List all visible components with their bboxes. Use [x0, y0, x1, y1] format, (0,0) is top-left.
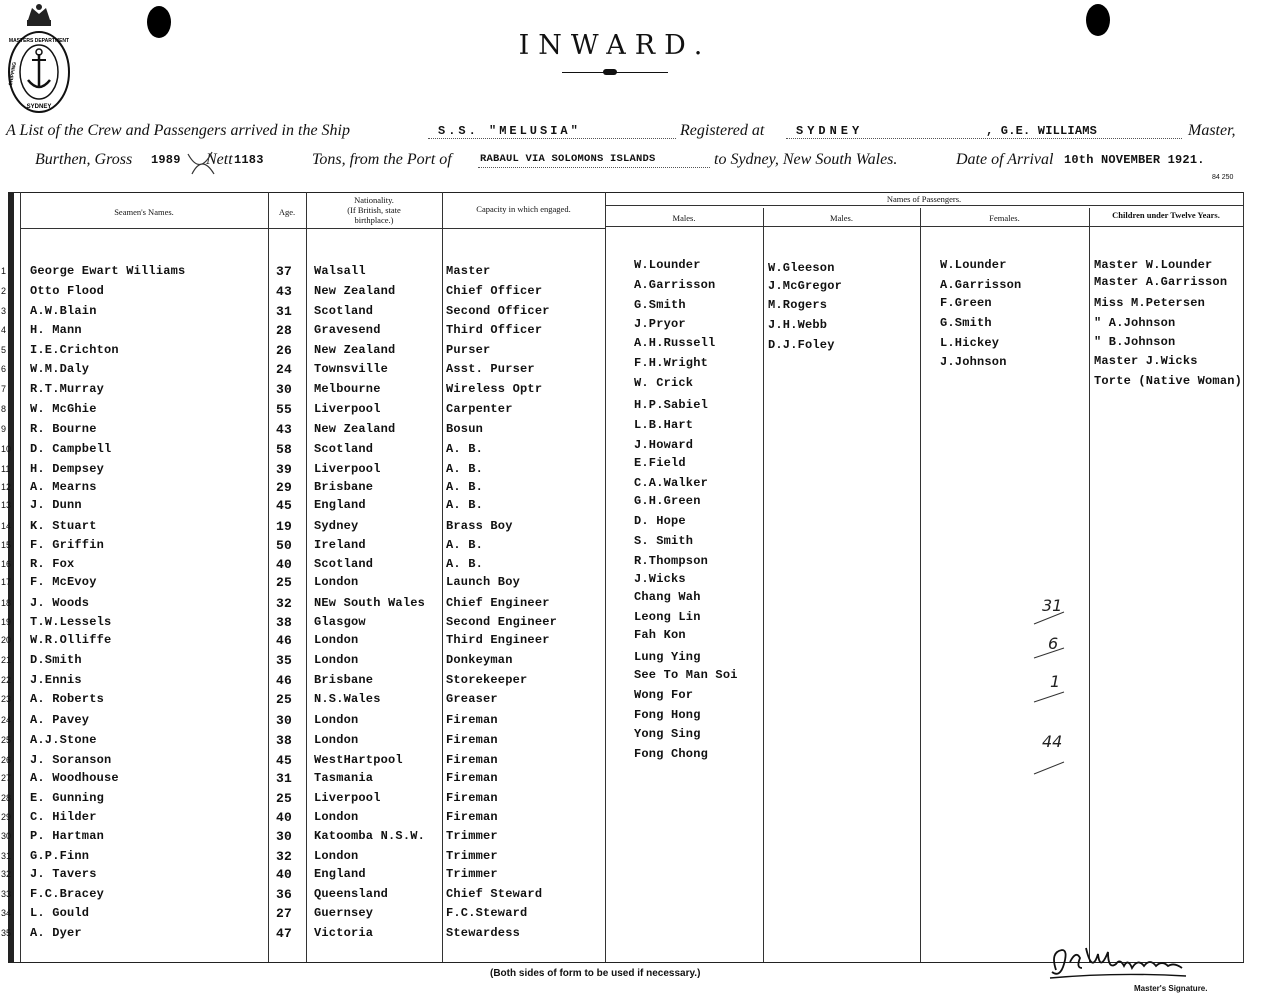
crew-capacity: Third Engineer	[446, 633, 550, 647]
crew-nationality: WestHartpool	[314, 753, 403, 767]
crew-age: 58	[276, 442, 293, 457]
passenger-name: Fah Kon	[634, 628, 686, 642]
passenger-name: J.Wicks	[634, 572, 686, 586]
crew-age: 40	[276, 810, 293, 825]
passenger-name: L.B.Hart	[634, 418, 694, 432]
col-rule-name	[268, 192, 269, 962]
crew-age: 43	[276, 422, 293, 437]
crew-nationality: London	[314, 633, 359, 647]
col-rule-right	[1243, 192, 1244, 962]
crew-nationality: Walsall	[314, 264, 366, 278]
crew-age: 45	[276, 753, 293, 768]
crew-nationality: Brisbane	[314, 480, 374, 494]
crew-capacity: Second Engineer	[446, 615, 558, 629]
crew-nationality: Gravesend	[314, 323, 381, 337]
crew-capacity: Chief Officer	[446, 284, 543, 298]
passenger-name: E.Field	[634, 456, 686, 470]
crew-age: 31	[276, 304, 293, 319]
title-ornament-icon	[603, 69, 617, 75]
master-name: , G.E. WILLIAMS	[986, 124, 1098, 138]
passenger-name: C.A.Walker	[634, 476, 709, 490]
passenger-name: See To Man Soi	[634, 668, 738, 682]
crew-name: Otto Flood	[30, 284, 105, 298]
crew-name: E. Gunning	[30, 791, 105, 805]
ship-name: S.S. "MELUSIA"	[438, 124, 581, 138]
crew-nationality: England	[314, 498, 366, 512]
crew-age: 40	[276, 557, 293, 572]
handwritten-strike-icon	[186, 150, 216, 178]
seal-top-text: MASTERS DEPARTMENT	[8, 38, 70, 44]
crew-capacity: A. B.	[446, 538, 484, 552]
col-rule-margin	[20, 192, 21, 962]
crew-nationality: London	[314, 653, 359, 667]
crew-capacity: Launch Boy	[446, 575, 521, 589]
header-males-2: Males.	[830, 213, 853, 223]
crew-row-number: 35	[1, 928, 12, 938]
crew-capacity: F.C.Steward	[446, 906, 528, 920]
crew-row-number: 23	[1, 694, 12, 704]
crew-nationality: New Zealand	[314, 422, 396, 436]
passenger-name: W.Gleeson	[768, 261, 835, 275]
crew-row-number: 21	[1, 655, 12, 665]
crew-name: D. Campbell	[30, 442, 112, 456]
crew-age: 27	[276, 906, 293, 921]
crew-name: A. Woodhouse	[30, 771, 119, 785]
passenger-name: " A.Johnson	[1094, 316, 1176, 330]
col-rule-nationality	[442, 192, 443, 962]
crew-age: 29	[276, 480, 293, 495]
crew-row-number: 6	[1, 364, 7, 374]
crew-capacity: Third Officer	[446, 323, 543, 337]
crew-name: C. Hilder	[30, 810, 97, 824]
crew-age: 25	[276, 575, 293, 590]
crew-capacity: Carpenter	[446, 402, 513, 416]
crew-capacity: Asst. Purser	[446, 362, 535, 376]
tons-label: Tons, from the Port of	[312, 151, 452, 168]
crew-name: H. Dempsey	[30, 462, 105, 476]
crew-row-number: 24	[1, 715, 12, 725]
crew-age: 30	[276, 713, 293, 728]
document-title: INWARD.	[518, 30, 712, 61]
crew-row-number: 1	[1, 266, 7, 276]
crew-row-number: 28	[1, 793, 12, 803]
passenger-name: " B.Johnson	[1094, 335, 1176, 349]
crew-capacity: Fireman	[446, 753, 498, 767]
passenger-name: J.Johnson	[940, 355, 1007, 369]
crew-row-number: 18	[1, 598, 12, 608]
crew-nationality: New Zealand	[314, 284, 396, 298]
arrival-date: 10th NOVEMBER 1921.	[1064, 153, 1205, 167]
crew-nationality: Tasmania	[314, 771, 374, 785]
crew-nationality: Victoria	[314, 926, 374, 940]
passenger-name: D.J.Foley	[768, 338, 835, 352]
crew-name: A.J.Stone	[30, 733, 97, 747]
crew-row-number: 31	[1, 851, 12, 861]
crew-row-number: 17	[1, 577, 12, 587]
crew-age: 46	[276, 673, 293, 688]
crew-age: 50	[276, 538, 293, 553]
header-age: Age.	[278, 207, 296, 217]
crew-capacity: Second Officer	[446, 304, 550, 318]
crew-row-number: 34	[1, 908, 12, 918]
crew-age: 26	[276, 343, 293, 358]
crew-age: 43	[276, 284, 293, 299]
crew-row-number: 7	[1, 384, 7, 394]
header-passengers: Names of Passengers.	[886, 194, 962, 204]
master-signature	[1046, 944, 1196, 982]
crew-age: 39	[276, 462, 293, 477]
header-males-1: Males.	[672, 213, 696, 223]
crew-name: W.R.Olliffe	[30, 633, 112, 647]
crew-name: R. Fox	[30, 557, 75, 571]
crew-capacity: Brass Boy	[446, 519, 513, 533]
crew-capacity: Donkeyman	[446, 653, 513, 667]
crew-capacity: A. B.	[446, 480, 484, 494]
crew-name: D.Smith	[30, 653, 82, 667]
crew-capacity: Chief Steward	[446, 887, 543, 901]
crew-name: R. Bourne	[30, 422, 97, 436]
ship-dots	[428, 138, 676, 139]
passenger-name: H.P.Sabiel	[634, 398, 709, 412]
crew-row-number: 15	[1, 540, 12, 550]
passenger-name: W.Lounder	[634, 258, 701, 272]
crew-nationality: Scotland	[314, 557, 374, 571]
crew-row-number: 29	[1, 812, 12, 822]
registered-port: SYDNEY	[796, 124, 864, 138]
crew-age: 47	[276, 926, 293, 941]
crew-nationality: Liverpool	[314, 791, 381, 805]
crew-name: A. Pavey	[30, 713, 90, 727]
crew-name: J. Tavers	[30, 867, 97, 881]
crew-name: H. Mann	[30, 323, 82, 337]
crew-name: A.W.Blain	[30, 304, 97, 318]
crew-capacity: Chief Engineer	[446, 596, 550, 610]
crew-age: 25	[276, 692, 293, 707]
passenger-name: W. Crick	[634, 376, 694, 390]
crew-nationality: New Zealand	[314, 343, 396, 357]
crew-row-number: 14	[1, 521, 12, 531]
to-label: to Sydney, New South Wales.	[714, 151, 898, 168]
tally-value: 1	[1050, 672, 1061, 691]
col-rule-age	[306, 192, 307, 962]
crew-capacity: Trimmer	[446, 829, 498, 843]
crew-age: 32	[276, 596, 293, 611]
crew-row-number: 27	[1, 773, 12, 783]
crew-age: 30	[276, 382, 293, 397]
crew-row-number: 26	[1, 755, 12, 765]
header-nationality-line-1: Nationality.	[354, 195, 394, 205]
passenger-name: G.Smith	[940, 316, 992, 330]
crew-row-number: 13	[1, 500, 12, 510]
crew-nationality: Queensland	[314, 887, 389, 901]
crew-row-number: 10	[1, 444, 12, 454]
passenger-name: Fong Hong	[634, 708, 701, 722]
crew-row-number: 22	[1, 675, 12, 685]
col-rule-females	[1089, 208, 1090, 962]
passenger-name: Master W.Lounder	[1094, 258, 1213, 272]
crew-name: J.Ennis	[30, 673, 82, 687]
crew-age: 36	[276, 887, 293, 902]
crew-nationality: London	[314, 733, 359, 747]
crew-age: 38	[276, 615, 293, 630]
crew-name: A. Mearns	[30, 480, 97, 494]
passenger-name: Lung Ying	[634, 650, 701, 664]
crew-age: 37	[276, 264, 293, 279]
crew-capacity: A. B.	[446, 442, 484, 456]
from-port-dots	[478, 167, 710, 168]
nett-label: Nett	[206, 151, 233, 168]
col-rule-males-1	[763, 208, 764, 962]
passenger-name: J.Pryor	[634, 317, 686, 331]
list-label: A List of the Crew and Passengers arrived in the Ship	[6, 122, 350, 139]
crew-capacity: Fireman	[446, 733, 498, 747]
crew-name: A. Dyer	[30, 926, 82, 940]
passenger-name: D. Hope	[634, 514, 686, 528]
crew-nationality: London	[314, 810, 359, 824]
crew-nationality: Townsville	[314, 362, 389, 376]
burthen-label: Burthen, Gross	[35, 151, 133, 168]
crew-name: W.M.Daly	[30, 362, 90, 376]
passenger-name: F.Green	[940, 296, 992, 310]
crew-nationality: London	[314, 575, 359, 589]
crew-capacity: Trimmer	[446, 867, 498, 881]
passenger-name: Wong For	[634, 688, 694, 702]
crew-name: J. Soranson	[30, 753, 112, 767]
nett-tonnage: 1183	[234, 153, 264, 167]
seal-left-text: SHIPPING	[7, 61, 19, 87]
passenger-name: Master J.Wicks	[1094, 354, 1198, 368]
crew-nationality: England	[314, 867, 366, 881]
header-children: Children under Twelve Years.	[1112, 210, 1220, 220]
crew-name: T.W.Lessels	[30, 615, 112, 629]
crew-row-number: 5	[1, 345, 7, 355]
crew-nationality: Guernsey	[314, 906, 374, 920]
crew-name: F. McEvoy	[30, 575, 97, 589]
crew-capacity: Trimmer	[446, 849, 498, 863]
crew-age: 19	[276, 519, 293, 534]
seal-bottom-text: SYDNEY	[26, 104, 52, 110]
crew-row-number: 16	[1, 559, 12, 569]
crew-capacity: Fireman	[446, 713, 498, 727]
col-rule-males-2	[920, 208, 921, 962]
header-nationality-line-3: birthplace.)	[354, 215, 394, 225]
crew-row-number: 8	[1, 404, 7, 414]
passenger-name: Fong Chong	[634, 747, 709, 761]
footer-note: (Both sides of form to be used if necessary.)	[490, 968, 701, 979]
crew-age: 38	[276, 733, 293, 748]
passenger-header-rule	[605, 205, 1243, 206]
crew-age: 31	[276, 771, 293, 786]
crew-nationality: Scotland	[314, 304, 374, 318]
passenger-name: J.Howard	[634, 438, 694, 452]
crew-name: K. Stuart	[30, 519, 97, 533]
tally-strokes-icon	[1030, 596, 1070, 786]
passenger-name: G.H.Green	[634, 494, 701, 508]
crew-name: A. Roberts	[30, 692, 105, 706]
passenger-name: S. Smith	[634, 534, 694, 548]
crew-nationality: Liverpool	[314, 462, 381, 476]
crew-nationality: London	[314, 849, 359, 863]
crew-capacity: A. B.	[446, 498, 484, 512]
crew-name: George Ewart Williams	[30, 264, 186, 278]
from-port: RABAUL VIA SOLOMONS ISLANDS	[480, 153, 656, 165]
crew-age: 24	[276, 362, 293, 377]
passenger-name: Miss M.Petersen	[1094, 296, 1206, 310]
crew-name: F. Griffin	[30, 538, 105, 552]
crew-name: J. Dunn	[30, 498, 82, 512]
crew-age: 46	[276, 633, 293, 648]
crew-row-number: 3	[1, 306, 7, 316]
crew-row-number: 25	[1, 735, 12, 745]
handwritten-tally	[1030, 596, 1070, 786]
crew-name: G.P.Finn	[30, 849, 90, 863]
crew-age: 30	[276, 829, 293, 844]
crew-nationality: Glasgow	[314, 615, 366, 629]
crew-age: 28	[276, 323, 293, 338]
registered-label: Registered at	[680, 122, 765, 139]
passenger-name: A.H.Russell	[634, 336, 716, 350]
header-capacity: Capacity in which engaged.	[476, 204, 571, 214]
header-females: Females.	[989, 213, 1020, 223]
sheet-number: 84 250	[1212, 174, 1234, 181]
crew-capacity: Storekeeper	[446, 673, 528, 687]
tally-value: 31	[1042, 596, 1063, 615]
tally-value: 44	[1042, 732, 1063, 751]
gross-tonnage: 1989	[151, 153, 181, 167]
crew-nationality: Sydney	[314, 519, 359, 533]
passenger-name: Torte (Native Woman)	[1094, 374, 1243, 388]
crew-capacity: A. B.	[446, 557, 484, 571]
col-rule-capacity	[605, 192, 606, 962]
passenger-name: Yong Sing	[634, 727, 701, 741]
crew-row-number: 4	[1, 325, 7, 335]
crew-age: 32	[276, 849, 293, 864]
passenger-name: Chang Wah	[634, 590, 701, 604]
crew-row-number: 12	[1, 482, 12, 492]
crew-nationality: N.S.Wales	[314, 692, 381, 706]
crew-row-number: 19	[1, 617, 12, 627]
crew-nationality: Liverpool	[314, 402, 381, 416]
table-top-rule	[8, 192, 1244, 193]
crew-age: 25	[276, 791, 293, 806]
crew-row-number: 20	[1, 635, 12, 645]
arrival-label: Date of Arrival	[956, 151, 1054, 168]
master-label: Master,	[1188, 122, 1236, 139]
crew-capacity: Purser	[446, 343, 491, 357]
crew-nationality: Scotland	[314, 442, 374, 456]
crew-name: W. McGhie	[30, 402, 97, 416]
header-nationality	[306, 195, 442, 225]
crew-row-number: 33	[1, 889, 12, 899]
passenger-name: J.H.Webb	[768, 318, 828, 332]
passenger-name: G.Smith	[634, 298, 686, 312]
crew-capacity: Fireman	[446, 771, 498, 785]
crew-capacity: A. B.	[446, 462, 484, 476]
crew-name: P. Hartman	[30, 829, 105, 843]
crew-age: 40	[276, 867, 293, 882]
passenger-name: R.Thompson	[634, 554, 709, 568]
crew-nationality: NEw South Wales	[314, 596, 426, 610]
crew-header-bottom-rule	[20, 228, 605, 229]
crew-capacity: Master	[446, 264, 491, 278]
header-nationality-line-2: (If British, state	[347, 205, 401, 215]
crew-row-number: 2	[1, 286, 7, 296]
crew-age: 55	[276, 402, 293, 417]
crew-capacity: Fireman	[446, 810, 498, 824]
passenger-name: Master A.Garrisson	[1094, 275, 1228, 289]
passenger-name: J.McGregor	[768, 279, 843, 293]
crew-name: J. Woods	[30, 596, 90, 610]
crew-capacity: Stewardess	[446, 926, 521, 940]
crew-capacity: Fireman	[446, 791, 498, 805]
passenger-subheader-rule	[605, 226, 1243, 227]
signature-label: Master's Signature.	[1134, 984, 1208, 993]
header-seamen-names: Seamen's Names.	[114, 207, 174, 217]
crew-nationality: Melbourne	[314, 382, 381, 396]
crew-age: 35	[276, 653, 293, 668]
passenger-name: W.Lounder	[940, 258, 1007, 272]
crew-capacity: Wireless Optr	[446, 382, 543, 396]
passenger-name: Leong Lin	[634, 610, 701, 624]
crew-name: I.E.Crichton	[30, 343, 119, 357]
crew-nationality: Brisbane	[314, 673, 374, 687]
crew-row-number: 32	[1, 869, 12, 879]
passenger-name: M.Rogers	[768, 298, 828, 312]
crew-row-number: 9	[1, 424, 7, 434]
crew-nationality: Katoomba N.S.W.	[314, 829, 426, 843]
crew-capacity: Greaser	[446, 692, 498, 706]
crew-name: F.C.Bracey	[30, 887, 105, 901]
crew-capacity: Bosun	[446, 422, 484, 436]
crew-nationality: Ireland	[314, 538, 366, 552]
crew-age: 45	[276, 498, 293, 513]
passenger-name: A.Garrisson	[634, 278, 716, 292]
crew-row-number: 11	[1, 464, 11, 474]
port-dots	[786, 138, 1182, 139]
tally-value: 6	[1048, 634, 1059, 653]
passenger-name: A.Garrisson	[940, 278, 1022, 292]
crew-nationality: London	[314, 713, 359, 727]
crew-row-number: 30	[1, 831, 12, 841]
passenger-name: F.H.Wright	[634, 356, 709, 370]
crew-name: R.T.Murray	[30, 382, 105, 396]
crew-name: L. Gould	[30, 906, 90, 920]
passenger-name: L.Hickey	[940, 336, 1000, 350]
